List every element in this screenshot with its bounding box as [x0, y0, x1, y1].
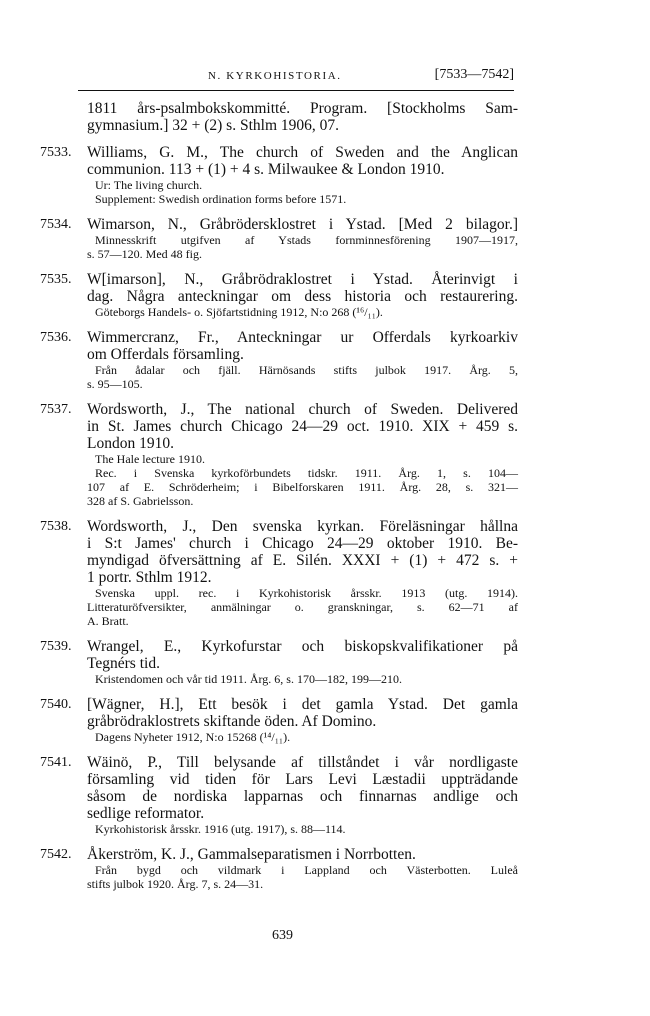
- entry-note: Göteborgs Handels- o. Sjöfartstidning 1912, N:o 268 (¹⁶/₁₁).: [95, 305, 383, 319]
- entry-note: Rec. i Svenska kyrkoförbundets tidskr. 1911. Årg. 1, s. 104—: [95, 466, 518, 480]
- entry-number: 7538.: [40, 519, 72, 534]
- entry-number: 7539.: [40, 639, 72, 654]
- entry-note: Ur: The living church.: [95, 178, 203, 192]
- entry-note: Litteraturöfversikter, anmälningar o. granskningar, s. 62—71 af: [87, 600, 518, 614]
- entry-title-line: i S:t James' church i Chicago 24—29 oktober 1910. Be-: [87, 535, 518, 552]
- entry-note: Kyrkohistorisk årsskr. 1916 (utg. 1917), s. 88—114.: [95, 822, 346, 836]
- running-header: [78, 67, 514, 92]
- entry-7541: [40, 754, 518, 836]
- entry-title-line: Wimarson, N., Gråbrödersklostret i Ystad. [Med 2 bilagor.]: [87, 216, 518, 233]
- entry-title-line: myndigad öfversättning af E. Silén. XXXI + (1) + 472 s. +: [87, 552, 518, 569]
- entry-7539: [40, 638, 518, 686]
- entry-title-line: Wrangel, E., Kyrkofurstar och biskopskvalifikationer på: [87, 638, 518, 655]
- entry-note: Kristendomen och vår tid 1911. Årg. 6, s. 170—182, 199—210.: [95, 672, 402, 686]
- entry-title-line: såsom de nordiska lapparnas och finnarnas andlige och: [87, 788, 518, 805]
- entry-title-line: Wordsworth, J., The national church of Sweden. Delivered: [87, 401, 518, 418]
- entry-note: 328 af S. Gabrielsson.: [87, 494, 194, 508]
- entry-title-line: gymnasium.] 32 + (2) s. Sthlm 1906, 07.: [87, 117, 340, 134]
- entry-7537: [40, 401, 518, 508]
- entry-title-line: om Offerdals församling.: [87, 346, 244, 363]
- entry-7534: [40, 216, 518, 261]
- bibliography-list: [40, 100, 518, 891]
- entry-continuation: [40, 100, 518, 134]
- entry-title-line: 1 portr. Sthlm 1912.: [87, 569, 212, 586]
- entry-title-line: communion. 113 + (1) + 4 s. Milwaukee & London 1910.: [87, 161, 445, 178]
- entry-7535: [40, 271, 518, 319]
- entry-note: Minnesskrift utgifven af Ystads fornminnesförening 1907—1917,: [95, 233, 518, 247]
- entry-title-line: [Wägner, H.], Ett besök i det gamla Ystad. Det gamla: [87, 696, 518, 713]
- entry-title-line: 1811 års-psalmbokskommitté. Program. [Stockholms Sam-: [87, 100, 518, 117]
- entry-7538: [40, 518, 518, 628]
- entry-number: 7536.: [40, 330, 72, 345]
- entry-note: s. 95—105.: [87, 377, 143, 391]
- entry-number: 7535.: [40, 272, 72, 287]
- entry-title-line: in St. James church Chicago 24—29 oct. 1910. XIX + 459 s.: [87, 418, 518, 435]
- entry-note: A. Bratt.: [87, 614, 129, 628]
- entry-7533: [40, 144, 518, 206]
- entry-number: 7541.: [40, 755, 72, 770]
- entry-note: Dagens Nyheter 1912, N:o 15268 (¹⁴/₁₁).: [95, 730, 291, 744]
- entry-title-line: Tegnérs tid.: [87, 655, 160, 672]
- entry-title-line: gråbrödraklostrets skiftande öden. Af Domino.: [87, 713, 377, 730]
- entry-note: stifts julbok 1920. Årg. 7, s. 24—31.: [87, 877, 264, 891]
- entry-title-line: Wäinö, P., Till belysande af tillståndet i vår nordligaste: [87, 754, 518, 771]
- entry-note: 107 af E. Schröderheim; i Bibelforskaren 1911. Årg. 28, s. 321—: [87, 480, 518, 494]
- entry-title-line: Åkerström, K. J., Gammalseparatismen i Norrbotten.: [87, 846, 416, 863]
- section-title: N. KYRKOHISTORIA.: [208, 70, 342, 82]
- entry-title-line: Wimmercranz, Fr., Anteckningar ur Offerdals kyrkoarkiv: [87, 329, 518, 346]
- entry-note: Supplement: Swedish ordination forms before 1571.: [95, 192, 347, 206]
- entry-title-line: dag. Några anteckningar om dess historia och restaurering.: [87, 288, 518, 305]
- entry-note: s. 57—120. Med 48 fig.: [87, 247, 202, 261]
- entry-number: 7533.: [40, 145, 72, 160]
- entry-number: 7542.: [40, 847, 72, 862]
- entry-note: The Hale lecture 1910.: [95, 452, 205, 466]
- page-number: 639: [272, 928, 293, 943]
- entry-note: Från bygd och vildmark i Lappland och Västerbotten. Luleå: [95, 863, 518, 877]
- entry-7536: [40, 329, 518, 391]
- entry-7540: [40, 696, 518, 744]
- entry-7542: [40, 846, 518, 891]
- entry-title-line: sedlige reformator.: [87, 805, 205, 822]
- entry-title-line: Williams, G. M., The church of Sweden and the Anglican: [87, 144, 518, 161]
- entry-note: Från ådalar och fjäll. Härnösands stifts julbok 1917. Årg. 5,: [95, 363, 518, 377]
- entry-number: 7537.: [40, 402, 72, 417]
- entry-range: [7533—7542]: [434, 67, 514, 82]
- entry-title-line: W[imarson], N., Gråbrödraklostret i Ystad. Återinvigt i: [87, 271, 518, 288]
- header-rule: [78, 90, 514, 91]
- entry-title-line: Wordsworth, J., Den svenska kyrkan. Föreläsningar hållna: [87, 518, 518, 535]
- entry-title-line: London 1910.: [87, 435, 174, 452]
- entry-note: Svenska uppl. rec. i Kyrkohistorisk årsskr. 1913 (utg. 1914).: [95, 586, 518, 600]
- entry-number: 7534.: [40, 217, 72, 232]
- entry-title-line: församling vid tiden för Lars Levi Læstadii uppträdande: [87, 771, 518, 788]
- entry-number: 7540.: [40, 697, 72, 712]
